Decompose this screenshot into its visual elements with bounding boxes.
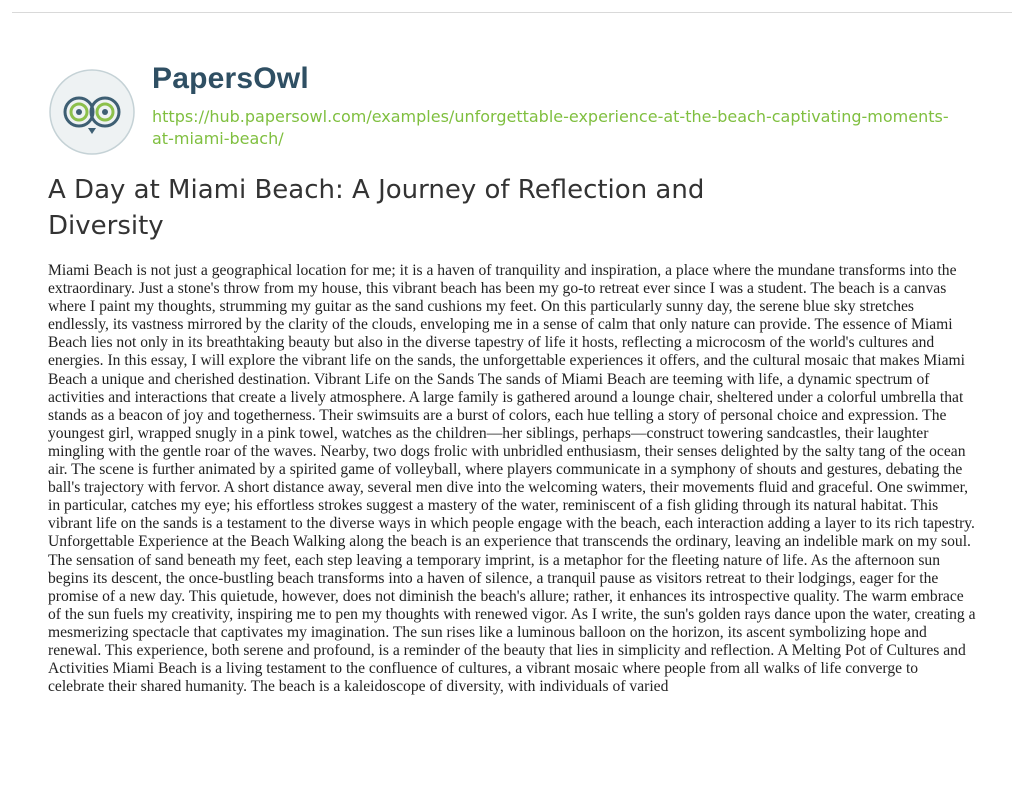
top-border (12, 12, 1012, 13)
document-header (48, 56, 978, 166)
document-title: A Day at Miami Beach: A Journey of Reflection and Diversity (48, 175, 705, 241)
source-url-link[interactable]: https://hub.papersowl.com/examples/unforgettable-experience-at-the-beach-captivating-moments-at-miami-beach/ (152, 107, 949, 148)
brand-name: PapersOwl (152, 62, 309, 95)
owl-eyes-icon (48, 68, 136, 156)
document-body: Miami Beach is not just a geographical location for me; it is a haven of tranquility and inspiration, a place where the mundane transforms into the extraordinary. Just a stone's throw from my house, this vibrant beach has been my go-to retreat ever since I was a student. The beach is a canvas where I paint my thoughts, strumming my guitar as the sand cushions my feet. On this particularly sunny day, the serene blue sky stretches endlessly, its vastness mirrored by the clarity of the clouds, enveloping me in a sense of calm that only nature can provide. The essence of Miami Beach lies not only in its breathtaking beauty but also in the diverse tapestry of life it hosts, reflecting a microcosm of the world's cultures and energies. In this essay, I will explore the vibrant life on the sands, the unforgettable experiences it offers, and the cultural mosaic that makes Miami Beach a unique and cherished destination. Vibrant Life on the Sands The sands of Miami Beach are teeming with life, a dynamic spectrum of activities and interactions that create a lively atmosphere. A large family is gathered around a lounge chair, sheltered under a colorful umbrella that stands as a beacon of joy and togetherness. Their swimsuits are a burst of colors, each hue telling a story of personal choice and expression. The youngest girl, wrapped snugly in a pink towel, watches as the children—her siblings, perhaps—construct towering sandcastles, their laughter mingling with the gentle roar of the waves. Nearby, two dogs frolic with unbridled enthusiasm, their senses delighted by the salty tang of the ocean air. The scene is further animated by a spirited game of volleyball, where players communicate in a symphony of shouts and gestures, debating the ball's trajectory with fervor. A short distance away, several men dive into the welcoming waters, their movements fluid and graceful. One swimmer, in particular, catches my eye; his effortless strokes suggest a mastery of the water, reminiscent of a fish gliding through its natural habitat. This vibrant life on the sands is a testament to the diverse ways in which people engage with the beach, each interaction adding a layer to its rich tapestry. Unforgettable Experience at the Beach Walking along the beach is an experience that transcends the ordinary, leaving an indelible mark on my soul. The sensation of sand beneath my feet, each step leaving a temporary imprint, is a metaphor for the fleeting nature of life. As the afternoon sun begins its descent, the once-bustling beach transforms into a haven of silence, a tranquil pause as visitors retreat to their lodgings, eager for the promise of a new day. This quietude, however, does not diminish the beach's allure; rather, it enhances its introspective quality. The warm embrace of the sun fuels my creativity, inspiring me to pen my thoughts with renewed vigor. As I write, the sun's golden rays dance upon the water, creating a mesmerizing spectacle that captivates my imagination. The sun rises like a luminous balloon on the horizon, its ascent symbolizing hope and renewal. This experience, both serene and profound, is a reminder of the beauty that lies in simplicity and reflection. A Melting Pot of Cultures and Activities Miami Beach is a living testament to the confluence of cultures, a vibrant mosaic where people from all walks of life converge to celebrate their shared humanity. The beach is a kaleidoscope of diversity, with individuals of varied (48, 262, 976, 696)
